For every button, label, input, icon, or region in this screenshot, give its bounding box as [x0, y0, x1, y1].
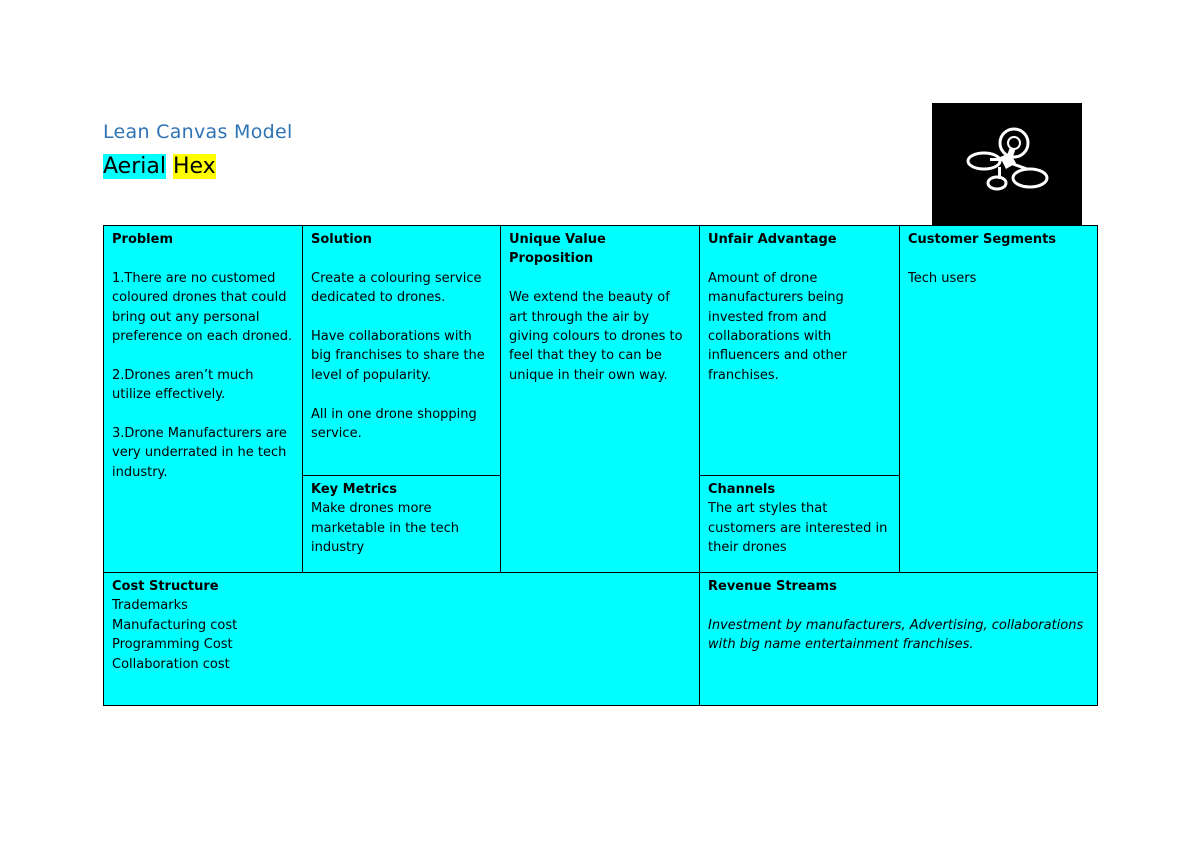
- problem-item: 2.Drones aren’t much utilize effectively.: [112, 367, 254, 403]
- channels-text: The art styles that customers are interested in their drones: [708, 501, 888, 556]
- cost-item: Trademarks: [112, 598, 188, 614]
- solution-heading: Solution: [311, 232, 372, 247]
- problem-cell: [104, 226, 302, 572]
- revenue-streams-text: Investment by manufacturers, Advertising, collaborations with big name entertainment franchises.: [708, 617, 1084, 653]
- project-name-part1: Aerial: [103, 154, 166, 179]
- key-metrics-heading: Key Metrics: [311, 482, 397, 497]
- unfair-advantage-cell: [700, 226, 899, 475]
- key-metrics-cell: [303, 476, 500, 572]
- solution-item: Have collaborations with big franchises to share the level of popularity.: [311, 329, 485, 383]
- cost-structure-heading: Cost Structure: [112, 579, 219, 594]
- cost-item: Programming Cost: [112, 637, 233, 653]
- customer-segments-cell: [900, 226, 1098, 572]
- project-name: [103, 152, 216, 182]
- cost-structure-cell: [104, 573, 699, 706]
- unfair-advantage-heading: Unfair Advantage: [708, 232, 837, 247]
- logo: [932, 103, 1082, 225]
- problem-heading: Problem: [112, 232, 173, 247]
- customer-segments-text: Tech users: [908, 270, 977, 286]
- key-metrics-text: Make drones more marketable in the tech industry: [311, 501, 460, 556]
- uvp-text: We extend the beauty of art through the air by giving colours to drones to feel that they to can be unique in their own way.: [509, 290, 683, 383]
- cost-item: Manufacturing cost: [112, 617, 238, 633]
- problem-item: 1.There are no customed coloured drones that could bring out any personal preference on each droned.: [112, 270, 293, 345]
- project-name-part2: Hex: [172, 154, 216, 179]
- uvp-heading: Unique Value Proposition: [509, 232, 606, 267]
- channels-cell: [700, 476, 899, 572]
- solution-item: Create a colouring service dedicated to drones.: [311, 270, 482, 306]
- uvp-cell: [501, 226, 699, 572]
- solution-cell: [303, 226, 500, 475]
- solution-item: All in one drone shopping service.: [311, 406, 477, 442]
- drone-logo-icon: [932, 103, 1082, 225]
- revenue-streams-cell: [700, 573, 1098, 706]
- unfair-advantage-text: Amount of drone manufacturers being invested from and collaborations with influencers and other franchises.: [708, 270, 848, 383]
- cost-item: Collaboration cost: [112, 656, 230, 672]
- lean-canvas-table: [103, 225, 1098, 706]
- problem-item: 3.Drone Manufacturers are very underrated in he tech industry.: [112, 426, 287, 480]
- revenue-streams-heading: Revenue Streams: [708, 579, 837, 594]
- channels-heading: Channels: [708, 482, 776, 497]
- document-title: Lean Canvas Model: [103, 121, 293, 143]
- customer-segments-heading: Customer Segments: [908, 232, 1057, 247]
